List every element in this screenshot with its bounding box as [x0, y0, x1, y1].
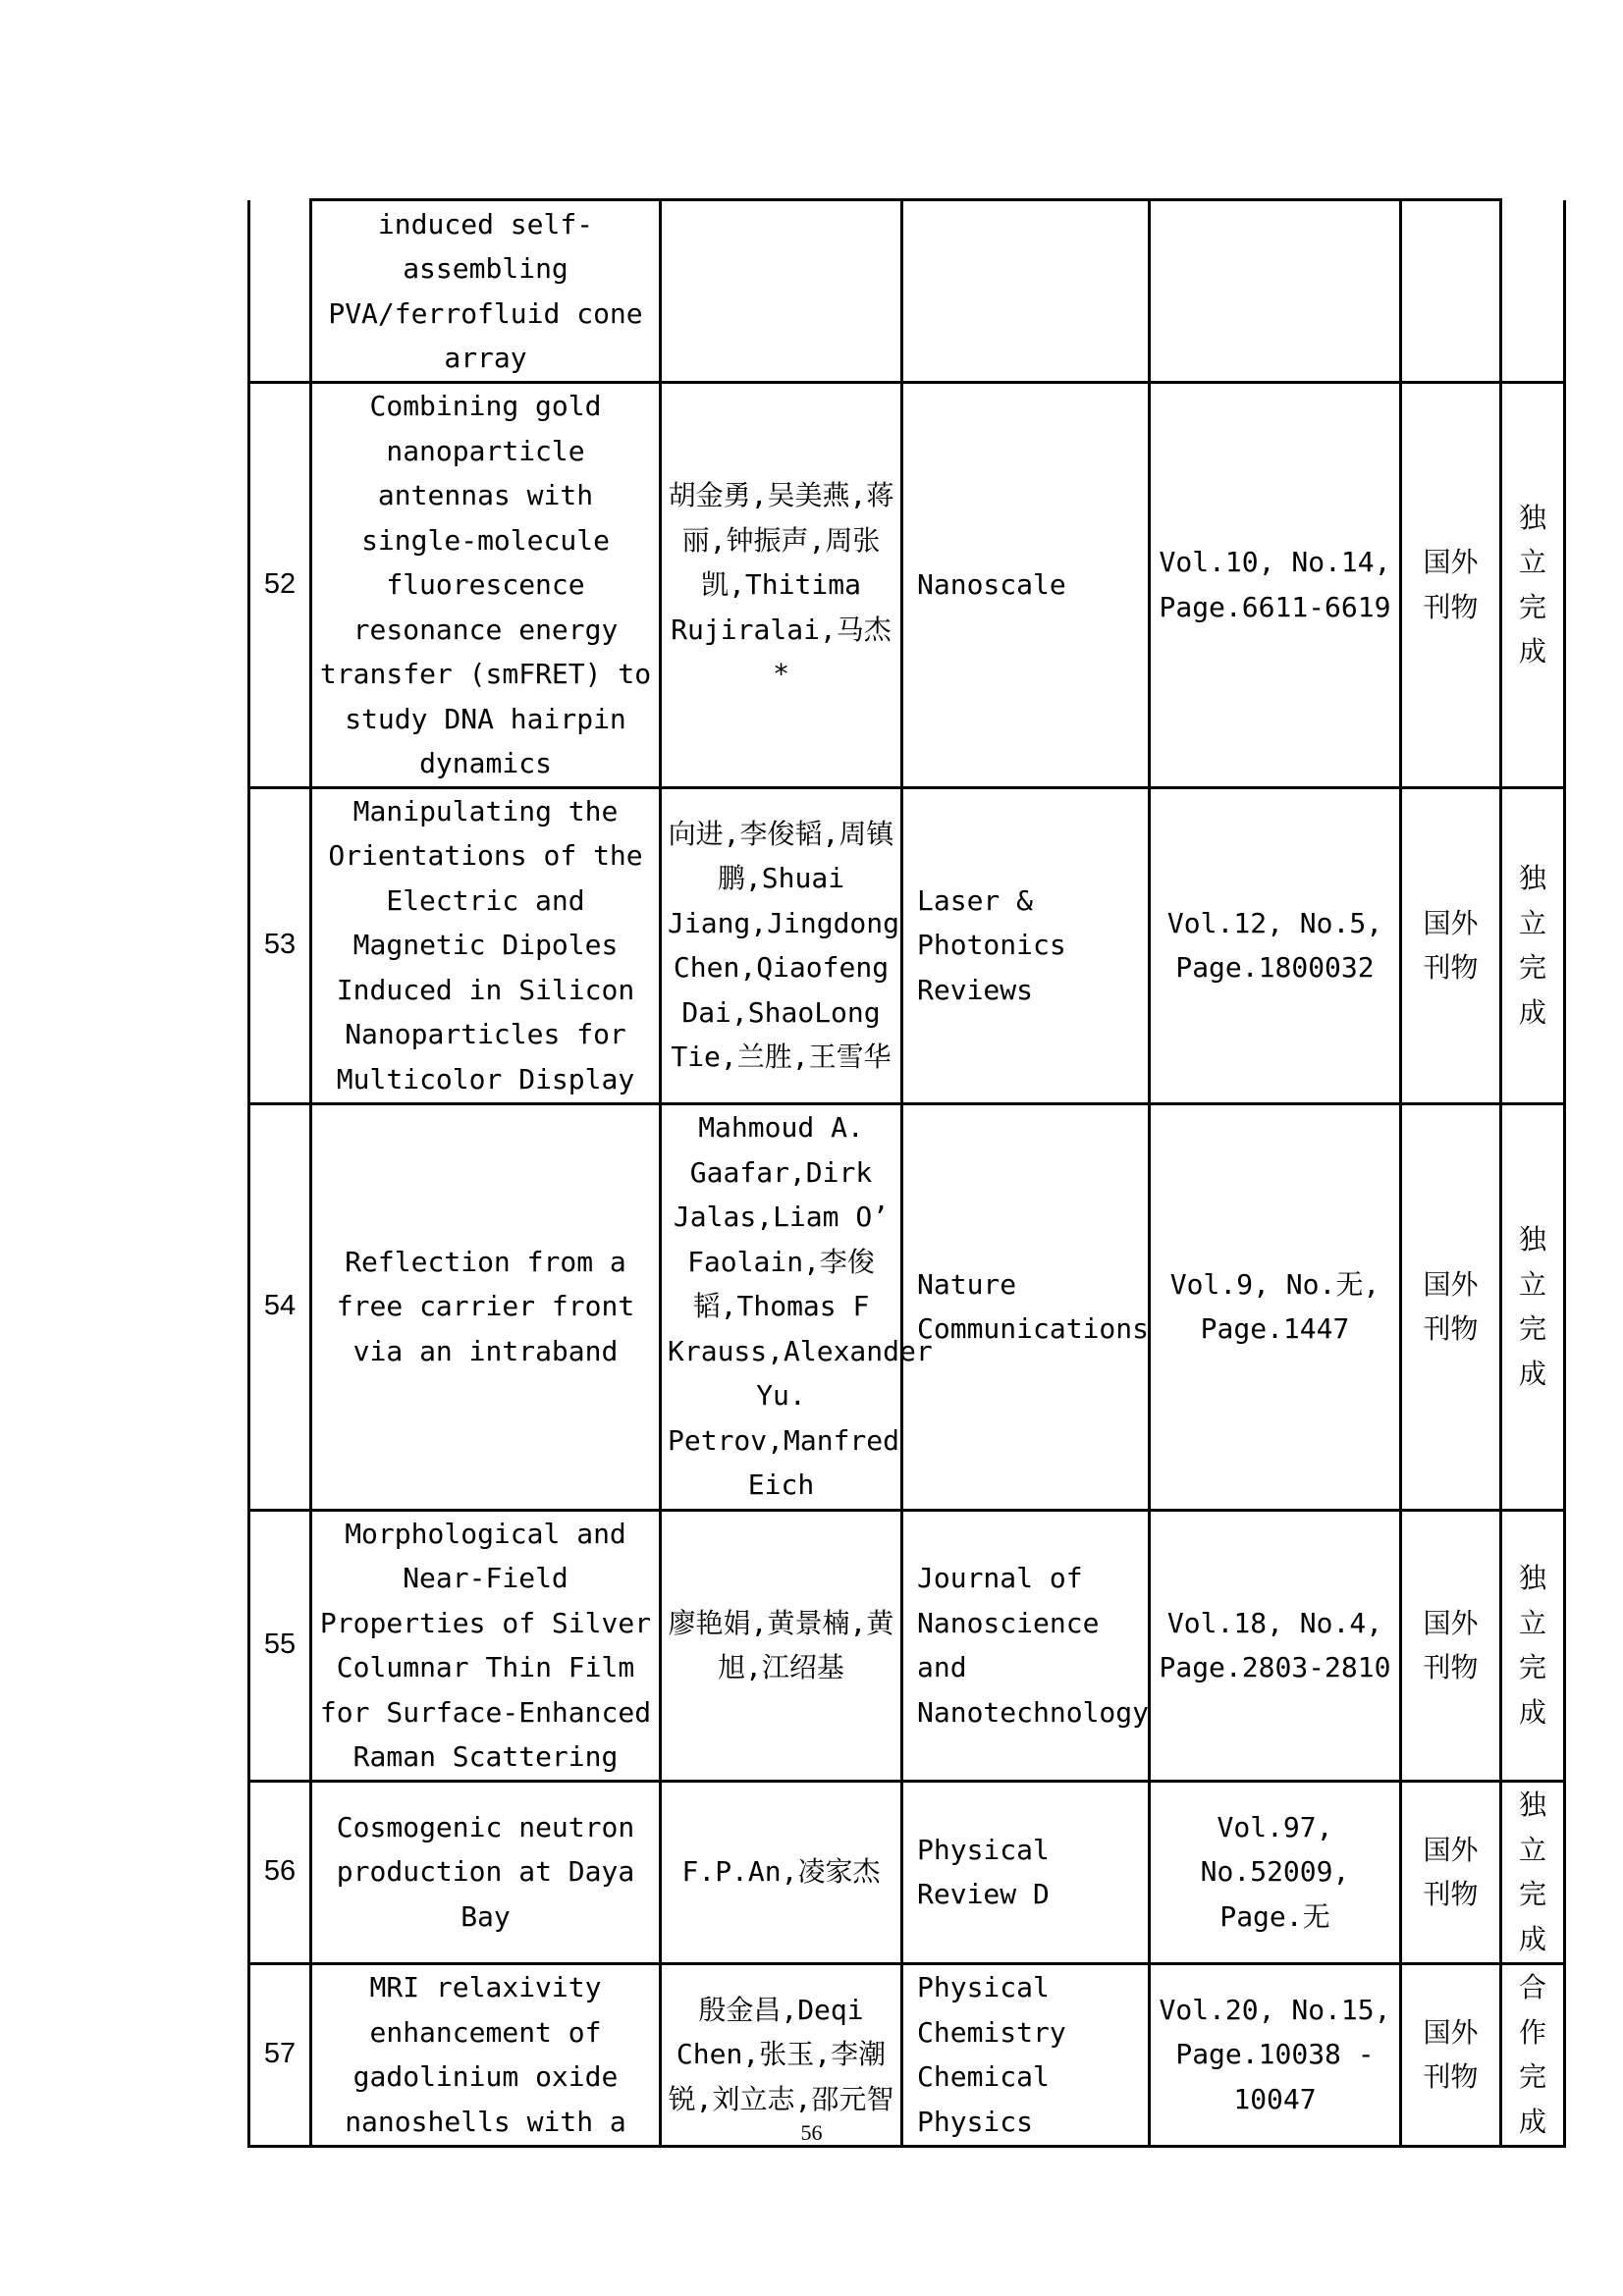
- completion-type-text: 独立完成: [1519, 862, 1547, 1029]
- publication-category: [1401, 1510, 1501, 1781]
- completion-type: [1501, 1781, 1565, 1963]
- publication-category: [1401, 1103, 1501, 1510]
- publication-category-text: 国外刊物: [1423, 2015, 1479, 2093]
- completion-type: [1501, 383, 1565, 788]
- authors: [661, 200, 902, 383]
- volume-info: Vol.18, No.4, Page.2803-2810: [1150, 1510, 1401, 1781]
- page-number: 56: [800, 2120, 823, 2145]
- authors: F.P.An,凌家杰: [661, 1781, 902, 1963]
- completion-type-text: 独立完成: [1519, 1789, 1547, 1955]
- table-row: [249, 787, 1565, 1103]
- publication-category-text: 国外刊物: [1423, 1833, 1479, 1910]
- completion-type: [1501, 787, 1565, 1103]
- row-number: 53: [249, 787, 311, 1103]
- table-row: [249, 1963, 1565, 2146]
- journal-name: [902, 200, 1150, 383]
- journal-name: Laser & Photonics Reviews: [902, 787, 1150, 1103]
- completion-type: [1501, 200, 1565, 383]
- publication-category: [1401, 1963, 1501, 2146]
- completion-type-text: 独立完成: [1519, 501, 1547, 668]
- journal-name: Journal of Nanoscience and Nanotechnology: [902, 1510, 1150, 1781]
- publication-table: [247, 198, 1566, 2148]
- paper-title: Morphological and Near-Field Properties of Silver Columnar Thin Film for Surface-Enhanced Raman Scattering: [311, 1510, 661, 1781]
- row-number: 52: [249, 383, 311, 788]
- volume-info: Vol.12, No.5, Page.1800032: [1150, 787, 1401, 1103]
- table-row: [249, 1103, 1565, 1510]
- paper-title: Manipulating the Orientations of the Electric and Magnetic Dipoles Induced in Silicon Nanoparticles for Multicolor Display: [311, 787, 661, 1103]
- paper-title: induced self-assembling PVA/ferrofluid cone array: [311, 200, 661, 383]
- paper-title: Cosmogenic neutron production at Daya Bay: [311, 1781, 661, 1963]
- authors: 殷金昌,Deqi Chen,张玉,李潮锐,刘立志,邵元智: [661, 1963, 902, 2146]
- completion-type: [1501, 1510, 1565, 1781]
- authors: 向进,李俊韬,周镇鹏,Shuai Jiang,Jingdong Chen,Qiaofeng Dai,ShaoLong Tie,兰胜,王雪华: [661, 787, 902, 1103]
- paper-title: Reflection from a free carrier front via an intraband: [311, 1103, 661, 1510]
- row-number: 57: [249, 1963, 311, 2146]
- journal-name: Physical Review D: [902, 1781, 1150, 1963]
- completion-type: [1501, 1963, 1565, 2146]
- table-row: [249, 1510, 1565, 1781]
- row-number: [249, 200, 311, 383]
- publication-category-text: 国外刊物: [1423, 546, 1479, 623]
- publication-category-text: 国外刊物: [1423, 1606, 1479, 1683]
- row-number: 55: [249, 1510, 311, 1781]
- publication-category: [1401, 200, 1501, 383]
- paper-title: Combining gold nanoparticle antennas with single-molecule fluorescence resonance energy transfer (smFRET) to study DNA hairpin dynamics: [311, 383, 661, 788]
- table-row: [249, 200, 1565, 383]
- authors: 廖艳娟,黄景楠,黄旭,江绍基: [661, 1510, 902, 1781]
- volume-info: Vol.9, No.无, Page.1447: [1150, 1103, 1401, 1510]
- publication-category-text: 国外刊物: [1423, 906, 1479, 984]
- paper-title: MRI relaxivity enhancement of gadolinium oxide nanoshells with a: [311, 1963, 661, 2146]
- volume-info: [1150, 200, 1401, 383]
- authors: Mahmoud A. Gaafar,Dirk Jalas,Liam O’ Faolain,李俊韬,Thomas F Krauss,Alexander Yu. Petrov,Manfred Eich: [661, 1103, 902, 1510]
- authors: 胡金勇,吴美燕,蒋丽,钟振声,周张凯,Thitima Rujiralai,马杰*: [661, 383, 902, 788]
- table-row: [249, 383, 1565, 788]
- row-number: 54: [249, 1103, 311, 1510]
- volume-info: Vol.10, No.14, Page.6611-6619: [1150, 383, 1401, 788]
- journal-name: Nanoscale: [902, 383, 1150, 788]
- publication-category-text: 国外刊物: [1423, 1267, 1479, 1345]
- completion-type-text: 独立完成: [1519, 1223, 1547, 1390]
- publication-category: [1401, 383, 1501, 788]
- journal-name: Physical Chemistry Chemical Physics: [902, 1963, 1150, 2146]
- row-number: 56: [249, 1781, 311, 1963]
- table-row: [249, 1781, 1565, 1963]
- completion-type: [1501, 1103, 1565, 1510]
- publication-category: [1401, 787, 1501, 1103]
- completion-type-text: 独立完成: [1519, 1562, 1547, 1729]
- volume-info: Vol.97, No.52009, Page.无: [1150, 1781, 1401, 1963]
- volume-info: Vol.20, No.15, Page.10038 - 10047: [1150, 1963, 1401, 2146]
- publication-category: [1401, 1781, 1501, 1963]
- completion-type-text: 合作完成: [1519, 1971, 1547, 2138]
- journal-name: Nature Communications: [902, 1103, 1150, 1510]
